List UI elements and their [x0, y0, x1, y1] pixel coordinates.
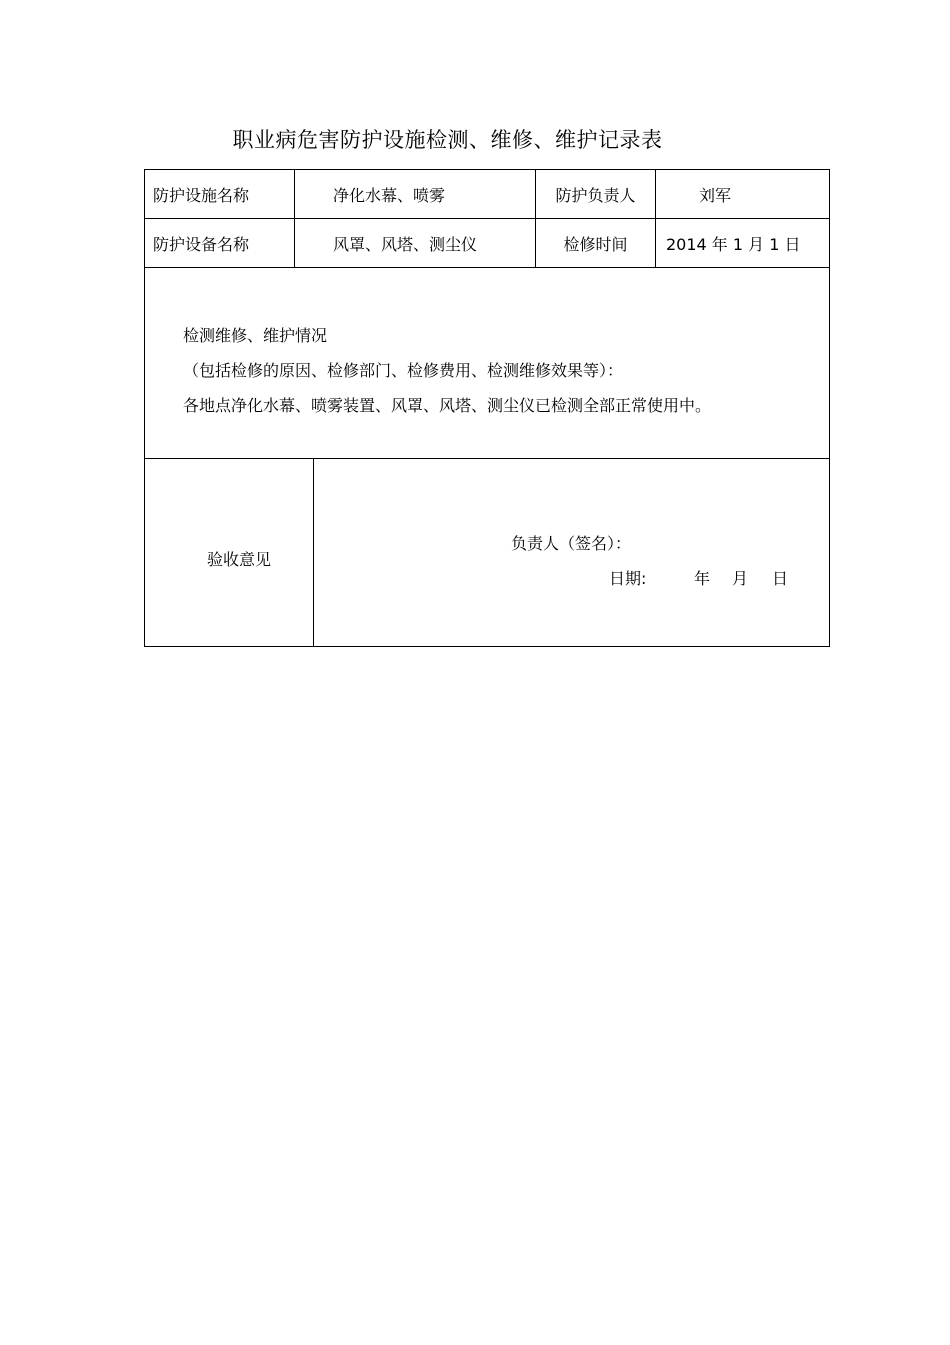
- facility-label: 防护设施名称: [145, 170, 295, 218]
- facility-value: 净化水幕、喷雾: [295, 170, 536, 218]
- situation-subheading: （包括检修的原因、检修部门、检修费用、检测维修效果等）：: [183, 361, 624, 380]
- signature-label: 负责人（签名）：: [511, 534, 632, 553]
- record-table: [144, 169, 830, 647]
- situation-block: [183, 318, 711, 423]
- document-title: 职业病危害防护设施检测、维修、维护记录表: [232, 128, 663, 152]
- table-row-situation: [145, 268, 829, 459]
- situation-heading: 检测维修、维护情况: [183, 326, 328, 345]
- person-label: 防护负责人: [536, 170, 656, 218]
- date-year-label: 年: [694, 569, 711, 588]
- person-value: 刘军: [699, 185, 732, 205]
- acceptance-label-cell: [145, 459, 314, 647]
- situation-content: 各地点净化水幕、喷雾装置、风罩、风塔、测尘仪已检测全部正常使用中。: [183, 396, 712, 415]
- table-row-equipment: [145, 219, 829, 268]
- date-label: 日期:: [609, 569, 647, 588]
- time-label: 检修时间: [536, 219, 656, 267]
- equipment-value: 风罩、风塔、测尘仪: [295, 219, 536, 267]
- date-line: [609, 566, 788, 589]
- date-day-label: 日: [772, 569, 789, 588]
- table-row-facility: [145, 170, 829, 219]
- acceptance-label: 验收意见: [207, 550, 272, 569]
- time-value: 2014 年 1 月 1 日: [666, 234, 801, 254]
- equipment-label: 防护设备名称: [145, 219, 295, 267]
- table-row-acceptance: [145, 459, 829, 647]
- date-month-label: 月: [732, 569, 749, 588]
